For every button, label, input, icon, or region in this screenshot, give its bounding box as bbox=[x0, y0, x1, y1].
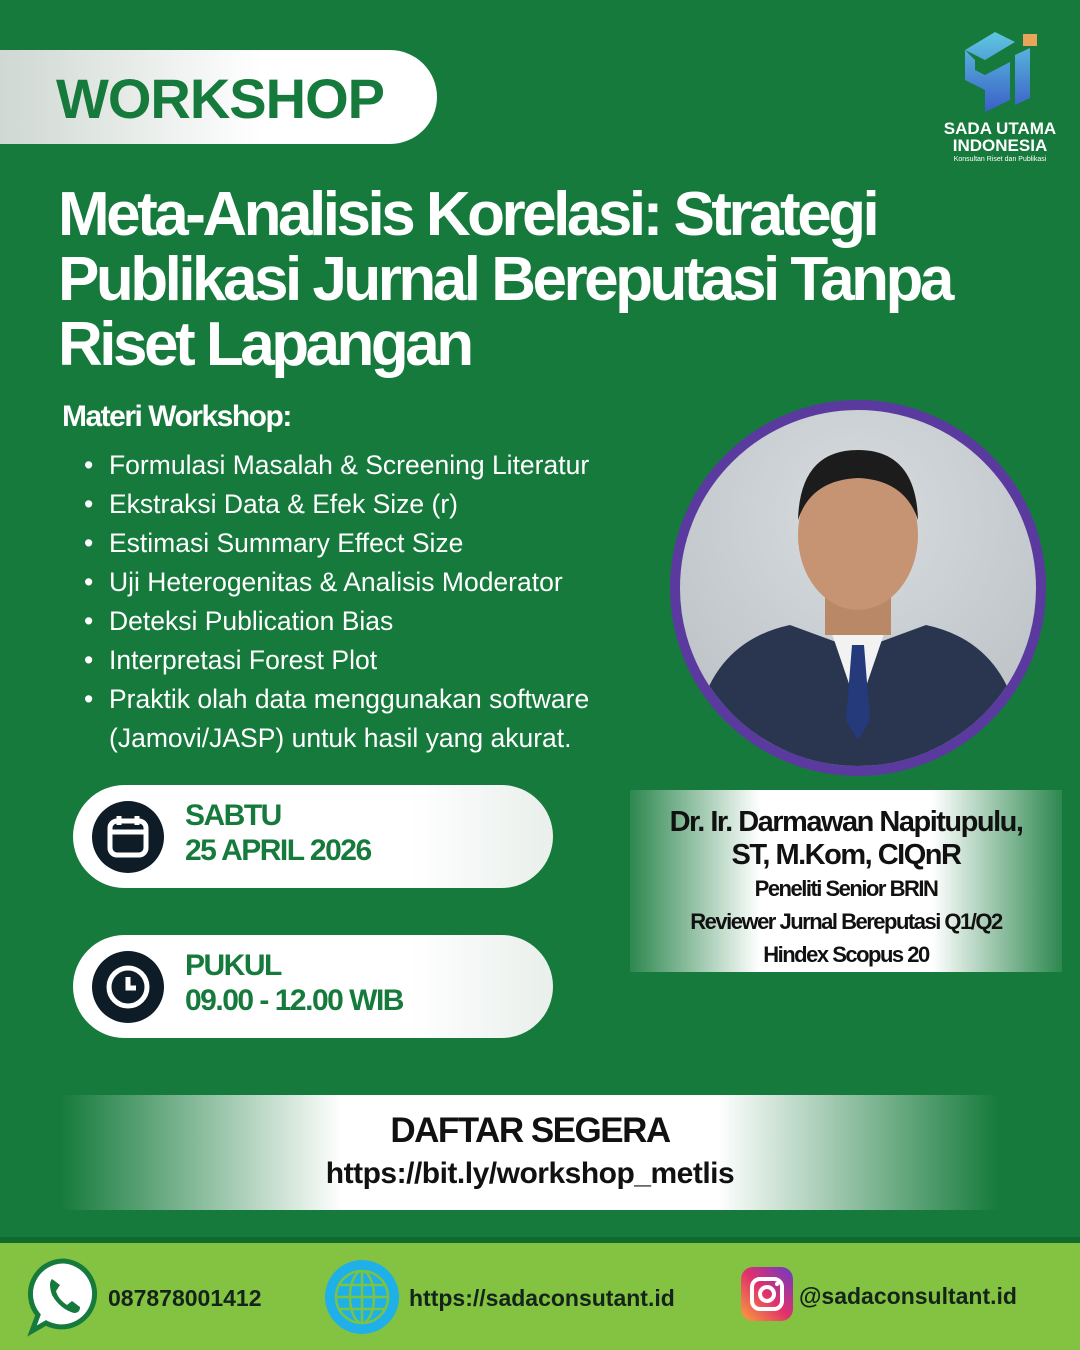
logo-name-line2: INDONESIA bbox=[952, 136, 1048, 155]
globe-icon bbox=[324, 1259, 400, 1340]
date-pill bbox=[73, 785, 553, 888]
speaker-role: Peneliti Senior BRIN bbox=[754, 876, 938, 901]
title-line: Meta-Analisis Korelasi: Strategi bbox=[58, 180, 877, 249]
workshop-badge-label: WORKSHOP bbox=[56, 67, 384, 130]
time-label: PUKUL bbox=[185, 949, 281, 982]
list-item: • Praktik olah data menggunakan software (Jamovi/JASP) untuk hasil yang akurat. bbox=[84, 680, 644, 758]
footer-instagram[interactable]: @sadaconsultant.id bbox=[799, 1283, 1017, 1309]
register-band bbox=[60, 1095, 1000, 1210]
list-item: • Deteksi Publication Bias bbox=[84, 602, 644, 641]
logo-tagline: Konsultan Riset dan Publikasi bbox=[953, 156, 1047, 163]
register-link[interactable]: https://bit.ly/workshop_metlis bbox=[325, 1157, 735, 1190]
date-value: 25 APRIL 2026 bbox=[185, 834, 371, 867]
time-pill bbox=[73, 935, 553, 1038]
list-item: • Formulasi Masalah & Screening Literatur bbox=[84, 446, 644, 485]
materi-list bbox=[84, 446, 644, 758]
speaker-name: Dr. Ir. Darmawan Napitupulu, bbox=[669, 806, 1023, 838]
company-logo bbox=[930, 20, 1070, 163]
list-item: • Estimasi Summary Effect Size bbox=[84, 524, 644, 563]
calendar-icon bbox=[92, 801, 164, 873]
speaker-role: Hindex Scopus 20 bbox=[763, 942, 929, 967]
materi-heading: Materi Workshop: bbox=[62, 400, 291, 433]
sui-logo-icon bbox=[955, 20, 1045, 115]
register-cta: DAFTAR SEGERA bbox=[390, 1111, 670, 1150]
title-line: Publikasi Jurnal Bereputasi Tanpa bbox=[58, 245, 951, 314]
title-line: Riset Lapangan bbox=[58, 310, 471, 379]
list-item: • Interpretasi Forest Plot bbox=[84, 641, 644, 680]
whatsapp-icon bbox=[26, 1257, 102, 1342]
time-value: 09.00 - 12.00 WIB bbox=[185, 984, 403, 1017]
list-item: • Uji Heterogenitas & Analisis Moderator bbox=[84, 563, 644, 602]
footer bbox=[0, 1237, 1080, 1350]
workshop-badge bbox=[0, 50, 437, 144]
speaker-role: Reviewer Jurnal Bereputasi Q1/Q2 bbox=[690, 909, 1002, 934]
list-item: • Ekstraksi Data & Efek Size (r) bbox=[84, 485, 644, 524]
event-title bbox=[58, 182, 978, 377]
speaker-credentials: ST, M.Kom, CIQnR bbox=[731, 839, 961, 871]
logo-name-line1: SADA UTAMA bbox=[943, 119, 1057, 138]
clock-icon bbox=[92, 951, 164, 1023]
footer-website[interactable]: https://sadaconsutant.id bbox=[409, 1285, 675, 1311]
footer-phone[interactable]: 087878001412 bbox=[108, 1285, 262, 1311]
date-day: SABTU bbox=[185, 799, 281, 832]
speaker-info bbox=[630, 790, 1062, 972]
speaker-photo bbox=[670, 400, 1046, 776]
instagram-icon bbox=[741, 1267, 793, 1326]
